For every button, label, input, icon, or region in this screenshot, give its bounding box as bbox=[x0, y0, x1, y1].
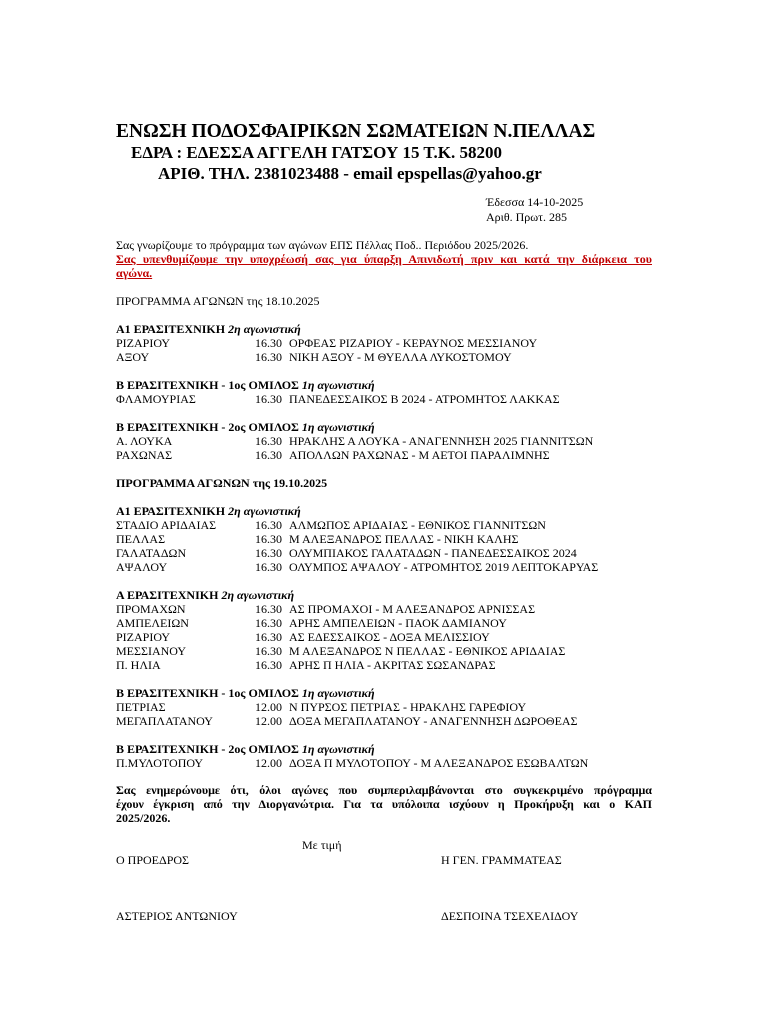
protocol-number: Αριθ. Πρωτ. 285 bbox=[486, 210, 568, 224]
group-round: 2η αγωνιστική bbox=[228, 504, 301, 518]
match-time: 16.30 bbox=[255, 350, 282, 364]
secretary-title: Η ΓΕΝ. ΓΡΑΜΜΑΤΕΑΣ bbox=[441, 853, 562, 867]
group-round: 2η αγωνιστική bbox=[228, 322, 301, 336]
match-row bbox=[116, 518, 652, 532]
match-venue: ΡΙΖΑΡΙΟΥ bbox=[116, 630, 171, 644]
match-row bbox=[116, 434, 652, 448]
match-teams: ΟΛΥΜΠΟΣ ΑΨΑΛΟΥ - ΑΤΡΟΜΗΤΟΣ 2019 ΛΕΠΤΟΚΑΡΥΑΣ bbox=[289, 560, 599, 574]
group-name: Α1 ΕΡΑΣΙΤΕΧΝΙΚΗ bbox=[116, 504, 226, 518]
match-row bbox=[116, 532, 652, 546]
match-teams: ΑΡΗΣ ΑΜΠΕΛΕΙΩΝ - ΠΑΟΚ ΔΑΜΙΑΝΟΥ bbox=[289, 616, 507, 630]
president-title: Ο ΠΡΟΕΔΡΟΣ bbox=[116, 853, 190, 867]
group-name: Β ΕΡΑΣΙΤΕΧΝΙΚΗ - 2ος ΟΜΙΛΟΣ bbox=[116, 742, 299, 756]
match-teams: ΔΟΞΑ ΜΕΓΑΠΛΑΤΑΝΟΥ - ΑΝΑΓΕΝΝΗΣΗ ΔΩΡΟΘΕΑΣ bbox=[289, 714, 578, 728]
secretary-name: ΔΕΣΠΟΙΝΑ ΤΣΕΧΕΛΙΔΟΥ bbox=[441, 909, 579, 923]
match-time: 16.30 bbox=[255, 434, 282, 448]
match-row bbox=[116, 616, 652, 630]
match-time: 16.30 bbox=[255, 658, 282, 672]
match-time: 16.30 bbox=[255, 546, 282, 560]
match-row bbox=[116, 336, 652, 350]
group-name: Α1 ΕΡΑΣΙΤΕΧΝΙΚΗ bbox=[116, 322, 226, 336]
note-line-3: 2025/2026. bbox=[116, 811, 171, 825]
match-time: 12.00 bbox=[255, 700, 282, 714]
match-teams: ΑΣ ΠΡΟΜΑΧΟΙ - Μ ΑΛΕΞΑΝΔΡΟΣ ΑΡΝΙΣΣΑΣ bbox=[289, 602, 536, 616]
program-title: ΠΡΟΓΡΑΜΜΑ ΑΓΩΝΩΝ της 18.10.2025 bbox=[116, 294, 320, 308]
match-row bbox=[116, 630, 652, 644]
match-teams: ΝΙΚΗ ΑΞΟΥ - Μ ΘΥΕΛΛΑ ΛΥΚΟΣΤΟΜΟΥ bbox=[289, 350, 512, 364]
intro-text: Σας γνωρίζουμε το πρόγραμμα των αγώνων ΕΠΣ Πέλλας Ποδ.. Περιόδου 2025/2026. bbox=[116, 238, 529, 252]
closing-greeting: Με τιμή bbox=[302, 838, 342, 852]
match-teams: Μ ΑΛΕΞΑΝΔΡΟΣ ΠΕΛΛΑΣ - ΝΙΚΗ ΚΑΛΗΣ bbox=[289, 532, 519, 546]
match-venue: Π.ΜΥΛΟΤΟΠΟΥ bbox=[116, 756, 204, 770]
group-heading bbox=[116, 742, 652, 756]
header-contact: ΑΡΙΘ. ΤΗΛ. 2381023488 - email epspellas@yahoo.gr bbox=[158, 164, 542, 183]
group-heading bbox=[116, 686, 652, 700]
match-venue: ΑΨΑΛΟΥ bbox=[116, 560, 168, 574]
match-row bbox=[116, 560, 652, 574]
program-title: ΠΡΟΓΡΑΜΜΑ ΑΓΩΝΩΝ της 19.10.2025 bbox=[116, 476, 328, 490]
note-line-1: Σας ενημερώνουμε ότι, όλοι αγώνες που συμπεριλαμβάνονται στο συγκεκριμένο πρόγραμμα bbox=[116, 783, 652, 797]
group-heading bbox=[116, 420, 652, 434]
match-time: 16.30 bbox=[255, 616, 282, 630]
warning-line-2: αγώνα. bbox=[116, 266, 153, 280]
group-name: Α ΕΡΑΣΙΤΕΧΝΙΚΗ bbox=[116, 588, 219, 602]
group-round: 1η αγωνιστική bbox=[301, 420, 375, 434]
match-venue: ΠΕΛΛΑΣ bbox=[116, 532, 166, 546]
match-venue: ΠΕΤΡΙΑΣ bbox=[116, 700, 166, 714]
match-teams: ΔΟΞΑ Π ΜΥΛΟΤΟΠΟΥ - Μ ΑΛΕΞΑΝΔΡΟΣ ΕΣΩΒΑΛΤΩΝ bbox=[289, 756, 589, 770]
match-teams: ΑΣ ΕΔΕΣΣΑΙΚΟΣ - ΔΟΞΑ ΜΕΛΙΣΣΙΟΥ bbox=[289, 630, 490, 644]
match-venue: Π. ΗΛΙΑ bbox=[116, 658, 161, 672]
match-row bbox=[116, 756, 652, 770]
note-line-2: έχουν έγκριση από την Διοργανώτρια. Για τα υπόλοιπα ισχύουν η Προκήρυξη και ο ΚΑΠ bbox=[116, 797, 652, 811]
match-teams: Ν ΠΥΡΣΟΣ ΠΕΤΡΙΑΣ - ΗΡΑΚΛΗΣ ΓΑΡΕΦΙΟΥ bbox=[289, 700, 527, 714]
group-heading bbox=[116, 322, 652, 336]
warning-line-1: Σας υπενθυμίζουμε την υποχρέωσή σας για ύπαρξη Απινιδωτή πριν και κατά την διάρκεια του bbox=[116, 252, 652, 266]
group-name: Β ΕΡΑΣΙΤΕΧΝΙΚΗ - 2ος ΟΜΙΛΟΣ bbox=[116, 420, 299, 434]
group-round: 2η αγωνιστική bbox=[221, 588, 295, 602]
group-round: 1η αγωνιστική bbox=[301, 742, 375, 756]
match-time: 16.30 bbox=[255, 336, 282, 350]
match-teams: ΠΑΝΕΔΕΣΣΑΙΚΟΣ Β 2024 - ΑΤΡΟΜΗΤΟΣ ΛΑΚΚΑΣ bbox=[289, 392, 560, 406]
group-heading bbox=[116, 588, 652, 602]
header-address: ΕΔΡΑ : ΕΔΕΣΣΑ ΑΓΓΕΛΗ ΓΑΤΣΟΥ 15 Τ.Κ. 58200 bbox=[131, 143, 502, 162]
match-row bbox=[116, 644, 652, 658]
defibrillator-warning bbox=[116, 252, 652, 280]
match-teams: ΑΛΜΩΠΟΣ ΑΡΙΔΑΙΑΣ - ΕΘΝΙΚΟΣ ΓΙΑΝΝΙΤΣΩΝ bbox=[289, 518, 546, 532]
match-time: 12.00 bbox=[255, 714, 282, 728]
match-row bbox=[116, 700, 652, 714]
match-teams: ΑΠΟΛΛΩΝ ΡΑΧΩΝΑΣ - Μ ΑΕΤΟΙ ΠΑΡΑΛΙΜΝΗΣ bbox=[289, 448, 550, 462]
group-name: Β ΕΡΑΣΙΤΕΧΝΙΚΗ - 1ος ΟΜΙΛΟΣ bbox=[116, 686, 299, 700]
match-row bbox=[116, 392, 652, 406]
match-time: 16.30 bbox=[255, 518, 282, 532]
match-row bbox=[116, 448, 652, 462]
header-union-name: ΕΝΩΣΗ ΠΟΔΟΣΦΑΙΡΙΚΩΝ ΣΩΜΑΤΕΙΩΝ Ν.ΠΕΛΛΑΣ bbox=[116, 121, 596, 142]
match-venue: ΣΤΑΔΙΟ ΑΡΙΔΑΙΑΣ bbox=[116, 518, 217, 532]
document-body bbox=[116, 238, 652, 825]
match-time: 16.30 bbox=[255, 448, 282, 462]
approval-note bbox=[116, 783, 652, 825]
match-row bbox=[116, 602, 652, 616]
match-row bbox=[116, 546, 652, 560]
match-venue: ΜΕΓΑΠΛΑΤΑΝΟΥ bbox=[116, 714, 213, 728]
match-time: 16.30 bbox=[255, 630, 282, 644]
match-row bbox=[116, 658, 652, 672]
match-venue: ΓΑΛΑΤΑΔΩΝ bbox=[116, 546, 187, 560]
match-teams: ΟΡΦΕΑΣ ΡΙΖΑΡΙΟΥ - ΚΕΡΑΥΝΟΣ ΜΕΣΣΙΑΝΟΥ bbox=[289, 336, 538, 350]
group-heading bbox=[116, 504, 652, 518]
match-time: 16.30 bbox=[255, 602, 282, 616]
president-name: ΑΣΤΕΡΙΟΣ ΑΝΤΩΝΙΟΥ bbox=[116, 909, 238, 923]
match-venue: ΡΙΖΑΡΙΟΥ bbox=[116, 336, 171, 350]
group-name: Β ΕΡΑΣΙΤΕΧΝΙΚΗ - 1ος ΟΜΙΛΟΣ bbox=[116, 378, 299, 392]
match-venue: ΡΑΧΩΝΑΣ bbox=[116, 448, 173, 462]
match-venue: ΜΕΣΣΙΑΝΟΥ bbox=[116, 644, 187, 658]
match-row bbox=[116, 714, 652, 728]
match-time: 12.00 bbox=[255, 756, 282, 770]
match-row bbox=[116, 350, 652, 364]
group-round: 1η αγωνιστική bbox=[301, 686, 375, 700]
match-time: 16.30 bbox=[255, 392, 282, 406]
match-venue: ΠΡΟΜΑΧΩΝ bbox=[116, 602, 186, 616]
match-teams: ΗΡΑΚΛΗΣ Α ΛΟΥΚΑ - ΑΝΑΓΕΝΝΗΣΗ 2025 ΓΙΑΝΝΙΤΣΩΝ bbox=[289, 434, 594, 448]
match-venue: ΑΞΟΥ bbox=[116, 350, 150, 364]
match-time: 16.30 bbox=[255, 644, 282, 658]
document-date: Έδεσσα 14-10-2025 bbox=[486, 195, 584, 209]
match-teams: ΟΛΥΜΠΙΑΚΟΣ ΓΑΛΑΤΑΔΩΝ - ΠΑΝΕΔΕΣΣΑΙΚΟΣ 2024 bbox=[289, 546, 577, 560]
match-teams: Μ ΑΛΕΞΑΝΔΡΟΣ Ν ΠΕΛΛΑΣ - ΕΘΝΙΚΟΣ ΑΡΙΔΑΙΑΣ bbox=[289, 644, 566, 658]
match-venue: ΦΛΑΜΟΥΡΙΑΣ bbox=[116, 392, 196, 406]
match-venue: ΑΜΠΕΛΕΙΩΝ bbox=[116, 616, 189, 630]
match-time: 16.30 bbox=[255, 560, 282, 574]
match-teams: ΑΡΗΣ Π ΗΛΙΑ - ΑΚΡΙΤΑΣ ΣΩΣΑΝΔΡΑΣ bbox=[289, 658, 496, 672]
group-round: 1η αγωνιστική bbox=[301, 378, 375, 392]
match-time: 16.30 bbox=[255, 532, 282, 546]
match-venue: Α. ΛΟΥΚΑ bbox=[116, 434, 173, 448]
group-heading bbox=[116, 378, 652, 392]
